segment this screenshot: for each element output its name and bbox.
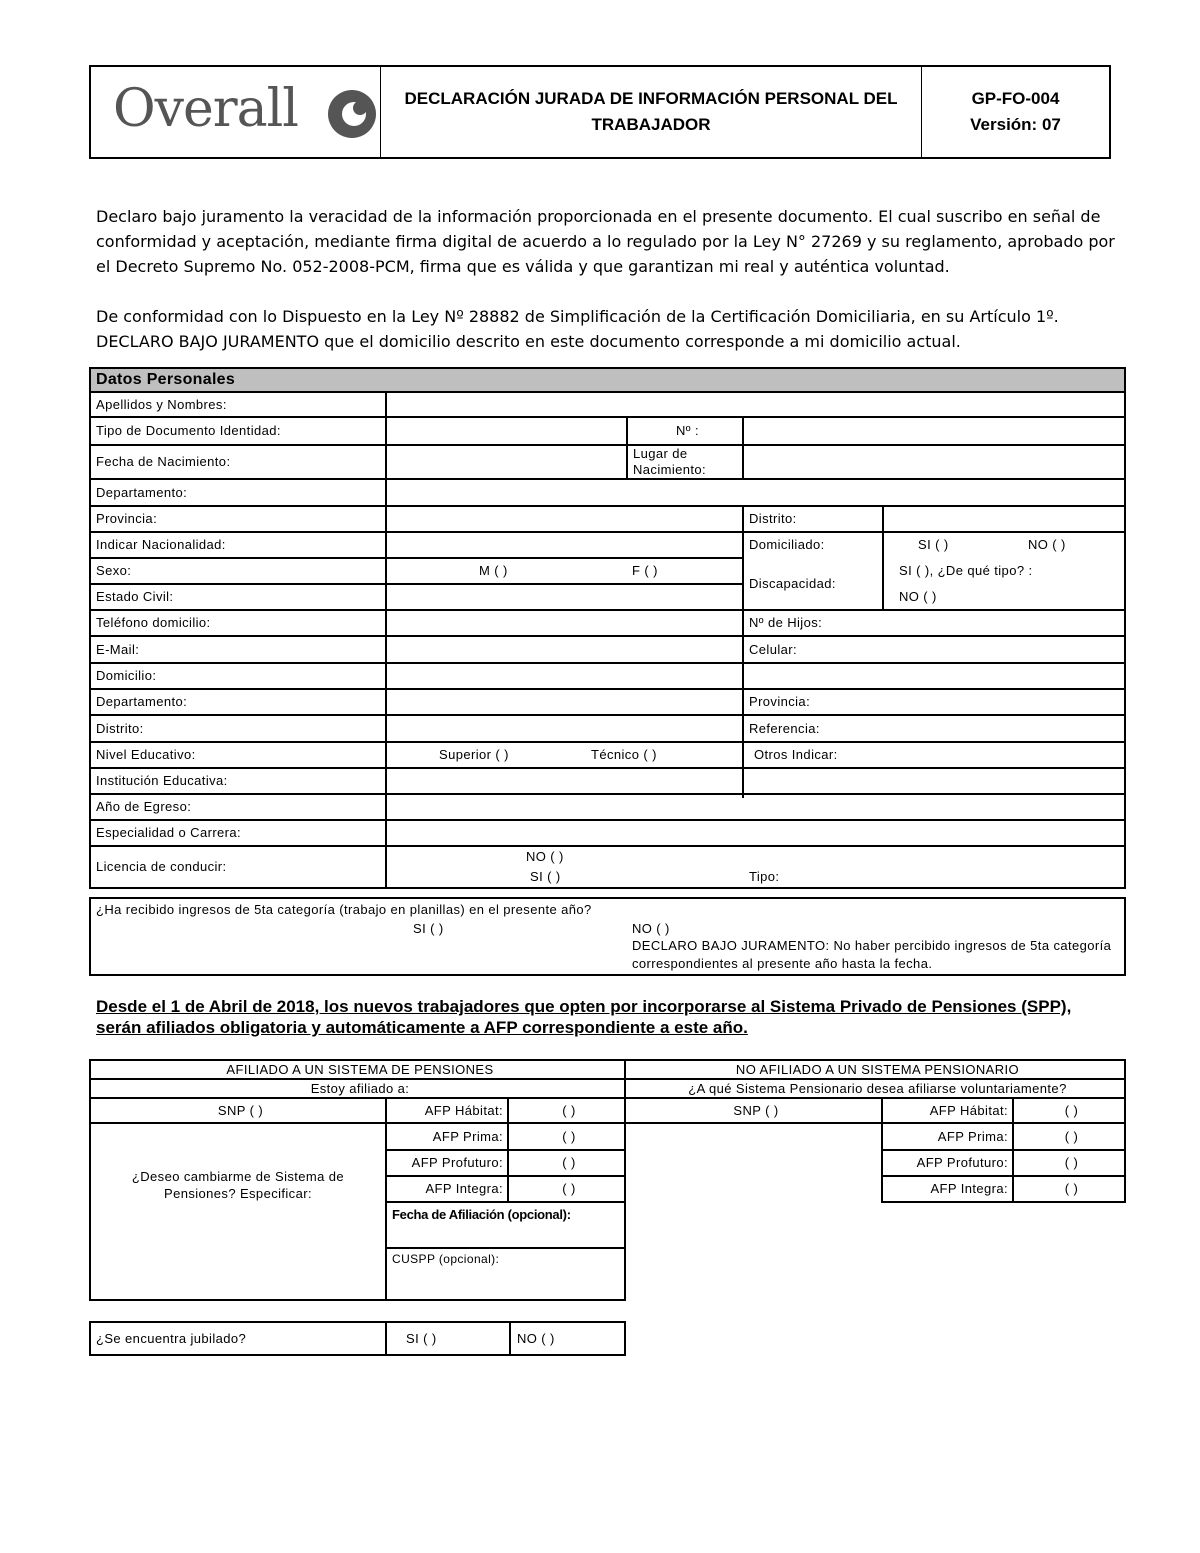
domiciliado-no-checkbox[interactable]: NO ( ) — [1028, 537, 1066, 552]
label-licencia-tipo: Tipo: — [749, 869, 780, 884]
voluntario-afp-prima-label: AFP Prima: — [937, 1128, 1008, 1144]
label-email: E-Mail: — [96, 641, 140, 657]
field-especialidad[interactable] — [387, 820, 1124, 845]
afiliado-afp-habitat-checkbox[interactable]: ( ) — [562, 1102, 576, 1118]
label-telefono: Teléfono domicilio: — [96, 615, 211, 630]
field-estado-civil[interactable] — [387, 584, 742, 609]
estoy-afiliado-label: Estoy afiliado a: — [310, 1080, 410, 1096]
voluntario-snp-checkbox[interactable]: SNP ( ) — [733, 1102, 779, 1118]
label-hijos: Nº de Hijos: — [749, 615, 823, 630]
document-header — [89, 65, 1111, 159]
logo-mark-icon — [327, 87, 381, 141]
label-nivel-educativo: Nivel Educativo: — [96, 747, 196, 762]
voluntario-afp-integra-checkbox[interactable]: ( ) — [1064, 1181, 1079, 1196]
spp-notice: Desde el 1 de Abril de 2018, los nuevos trabajadores que opten por incorporarse al Sistema Privado de Pensiones (SPP), serán afiliados obligatoria y automáticamente a AFP correspondiente a este año. — [96, 997, 1072, 1037]
label-otros-indicar: Otros Indicar: — [754, 747, 838, 762]
ingresos-box — [89, 897, 1126, 976]
sexo-m-checkbox[interactable]: M ( ) — [479, 563, 508, 578]
label-departamento: Departamento: — [96, 484, 188, 500]
label-nacionalidad: Indicar Nacionalidad: — [96, 537, 226, 552]
sexo-f-checkbox[interactable]: F ( ) — [632, 563, 658, 578]
field-nacionalidad[interactable] — [387, 532, 742, 557]
ingresos-si-checkbox[interactable]: SI ( ) — [413, 920, 444, 936]
field-provincia[interactable] — [387, 506, 742, 531]
logo-wordmark: Overall — [113, 79, 298, 139]
label-domicilio: Domicilio: — [96, 668, 157, 683]
ingresos-no-checkbox[interactable]: NO ( ) — [632, 920, 670, 936]
a-que-sistema-label: ¿A qué Sistema Pensionario desea afiliarse voluntariamente? — [688, 1080, 1067, 1096]
label-celular: Celular: — [749, 641, 797, 657]
jubilado-question: ¿Se encuentra jubilado? — [96, 1331, 247, 1346]
label-numero: Nº : — [676, 423, 699, 438]
ingresos-declaro-text: DECLARO BAJO JURAMENTO: No haber percibido ingresos de 5ta categoría correspondientes al presente año hasta la fecha. — [632, 938, 1112, 971]
label-tipo-documento: Tipo de Documento Identidad: — [96, 423, 281, 438]
voluntario-afp-integra-label: AFP Integra: — [930, 1181, 1008, 1196]
label-domiciliado: Domiciliado: — [749, 537, 825, 552]
afiliado-afp-prima-checkbox[interactable]: ( ) — [562, 1128, 576, 1144]
label-licencia: Licencia de conducir: — [96, 859, 227, 874]
voluntario-afp-prima-checkbox[interactable]: ( ) — [1064, 1128, 1079, 1144]
label-distrito-2: Distrito: — [96, 720, 144, 736]
document-code: GP-FO-004 — [971, 89, 1060, 108]
intro-paragraph-1: Declaro bajo juramento la veracidad de la información proporcionada en el presente documento. El cual suscribo en señal de conformidad y aceptación, mediante firma digital de acuerdo a lo regulado por la Ley N° 27269 y su reglamento, aprobado por el Decreto Supremo No. 052-2008-PCM, firma que es válida y que garantizan mi real y auténtica voluntad. — [96, 207, 1115, 276]
field-departamento-2[interactable] — [387, 689, 742, 714]
label-especialidad: Especialidad o Carrera: — [96, 825, 242, 840]
afiliado-afp-profuturo-label: AFP Profuturo: — [411, 1155, 503, 1170]
label-provincia: Provincia: — [96, 511, 158, 526]
afiliado-afp-habitat-label: AFP Hábitat: — [424, 1102, 503, 1118]
document-title: DECLARACIÓN JURADA DE INFORMACIÓN PERSONAL DEL TRABAJADOR — [381, 67, 922, 157]
field-anio-egreso[interactable] — [387, 794, 1124, 819]
label-distrito: Distrito: — [749, 511, 797, 526]
label-departamento-2: Departamento: — [96, 694, 188, 709]
afiliado-title: AFILIADO A UN SISTEMA DE PENSIONES — [226, 1062, 494, 1077]
field-telefono[interactable] — [387, 610, 742, 635]
label-anio-egreso: Año de Egreso: — [96, 799, 192, 814]
label-estado-civil: Estado Civil: — [96, 589, 174, 604]
cuspp-label: CUSPP (opcional): — [392, 1252, 500, 1266]
ingresos-question: ¿Ha recibido ingresos de 5ta categoría (trabajo en planillas) en el presente año? — [96, 901, 592, 917]
label-referencia: Referencia: — [749, 720, 820, 736]
afiliado-afp-integra-label: AFP Integra: — [425, 1181, 503, 1196]
label-apellidos: Apellidos y Nombres: — [96, 396, 227, 412]
field-lugar-nacimiento[interactable] — [744, 445, 1124, 478]
discapacidad-no-checkbox[interactable]: NO ( ) — [899, 588, 937, 604]
no-afiliado-title: NO AFILIADO A UN SISTEMA PENSIONARIO — [735, 1062, 1020, 1077]
document-code-block — [922, 67, 1109, 157]
field-institucion[interactable] — [387, 768, 1124, 793]
fecha-afiliacion-label: Fecha de Afiliación (opcional): — [392, 1206, 571, 1222]
label-provincia-2: Provincia: — [749, 694, 811, 709]
label-lugar-nacimiento: Lugar de Nacimiento: — [633, 445, 707, 477]
document-version: Versión: 07 — [970, 115, 1061, 134]
voluntario-afp-profuturo-checkbox[interactable]: ( ) — [1064, 1155, 1079, 1170]
field-departamento[interactable] — [387, 479, 1124, 505]
afiliado-afp-prima-label: AFP Prima: — [432, 1128, 503, 1144]
field-tipo-documento[interactable] — [387, 417, 626, 444]
intro-paragraph-2: De conformidad con lo Dispuesto en la Ley Nº 28882 de Simplificación de la Certificación Domiciliaria, en su Artículo 1º. DECLARO BAJO JURAMENTO que el domicilio descrito en este documento corresponde a mi domicilio actual. — [96, 307, 1059, 351]
nivel-tecnico-checkbox[interactable]: Técnico ( ) — [591, 747, 657, 762]
domiciliado-si-checkbox[interactable]: SI ( ) — [918, 537, 949, 552]
licencia-si-checkbox[interactable]: SI ( ) — [530, 869, 561, 884]
jubilado-no-checkbox[interactable]: NO ( ) — [517, 1331, 555, 1346]
field-fecha-nacimiento[interactable] — [387, 445, 626, 478]
field-distrito[interactable] — [884, 506, 1124, 531]
jubilado-si-checkbox[interactable]: SI ( ) — [406, 1331, 437, 1346]
voluntario-afp-profuturo-label: AFP Profuturo: — [916, 1155, 1008, 1170]
label-fecha-nacimiento: Fecha de Nacimiento: — [96, 454, 231, 469]
label-discapacidad: Discapacidad: — [749, 576, 836, 591]
afiliado-afp-profuturo-checkbox[interactable]: ( ) — [562, 1155, 576, 1170]
discapacidad-si-field[interactable]: SI ( ), ¿De qué tipo? : — [899, 563, 1033, 578]
field-email[interactable] — [387, 636, 742, 662]
afiliado-afp-integra-checkbox[interactable]: ( ) — [562, 1181, 576, 1196]
company-logo — [91, 67, 381, 157]
section-title: Datos Personales — [91, 369, 1124, 391]
voluntario-afp-habitat-label: AFP Hábitat: — [929, 1102, 1008, 1118]
field-apellidos[interactable] — [387, 392, 1124, 416]
field-domicilio[interactable] — [387, 663, 1124, 688]
nivel-superior-checkbox[interactable]: Superior ( ) — [439, 747, 509, 762]
pensiones-table — [89, 1059, 1126, 1302]
afiliado-snp-checkbox[interactable]: SNP ( ) — [217, 1102, 264, 1118]
voluntario-afp-habitat-checkbox[interactable]: ( ) — [1064, 1102, 1079, 1118]
field-distrito-2[interactable] — [387, 715, 742, 741]
licencia-no-checkbox[interactable]: NO ( ) — [526, 848, 564, 864]
jubilado-table — [89, 1321, 626, 1356]
label-institucion: Institución Educativa: — [96, 773, 228, 788]
label-sexo: Sexo: — [96, 563, 132, 578]
personal-data-table — [89, 367, 1126, 889]
deseo-cambiar-label: ¿Deseo cambiarme de Sistema de Pensiones? Especificar: — [131, 1169, 345, 1201]
field-numero[interactable] — [744, 417, 1124, 444]
